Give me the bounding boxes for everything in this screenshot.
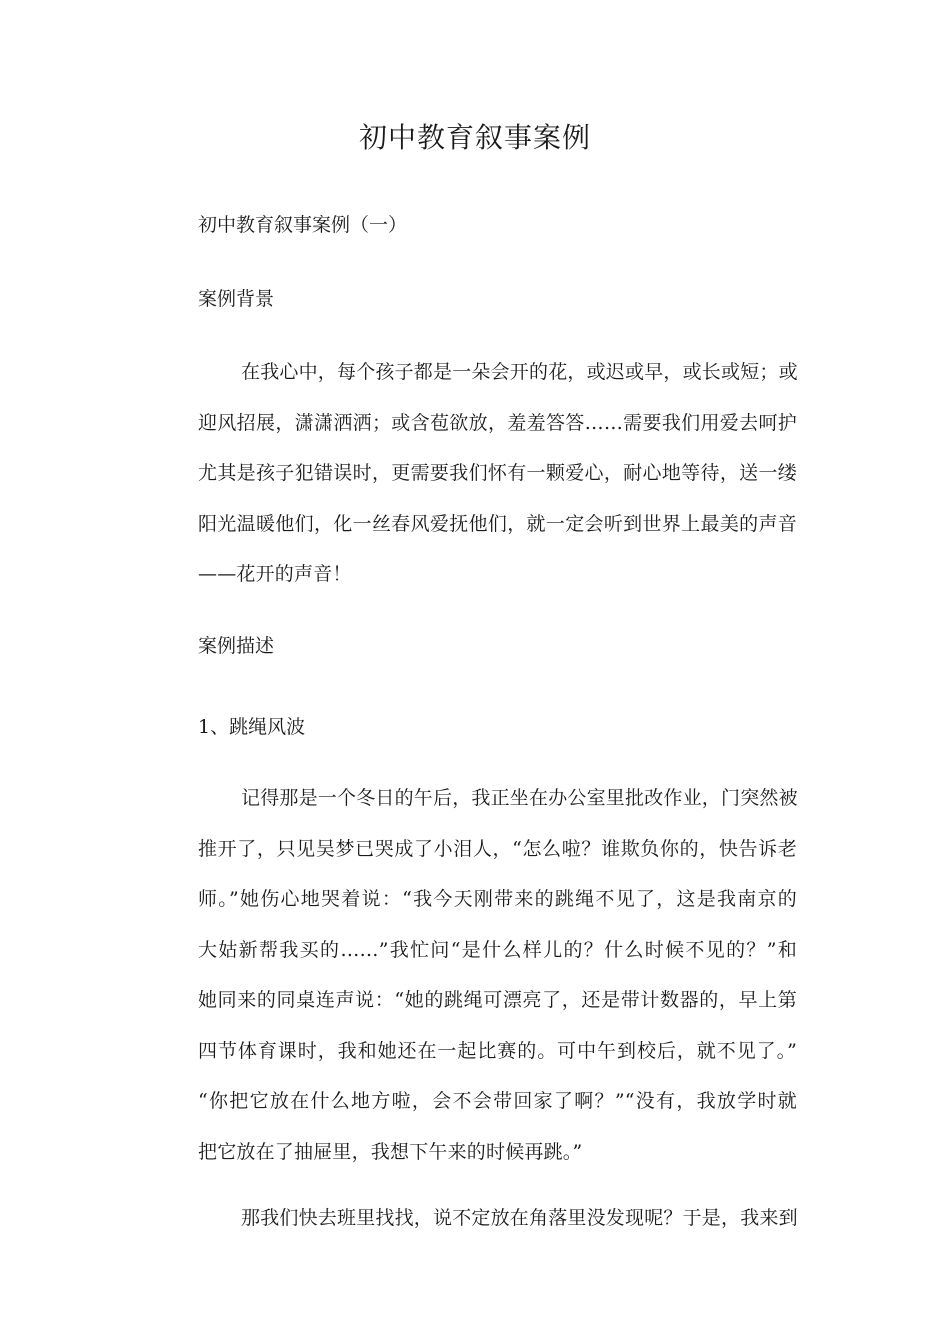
heading-background: 案例背景 (198, 288, 275, 310)
text-line: 把它放在了抽屉里，我想下午来的时候再跳。” (198, 1140, 583, 1163)
text-line: 她同来的同桌连声说：“她的跳绳可漂亮了，还是带计数器的，早上第 (198, 989, 797, 1011)
text-line: 四节体育课时，我和她还在一起比赛的。可中午到校后，就不见了。” (198, 1039, 797, 1062)
text-line: 推开了，只见吴梦已哭成了小泪人，“怎么啦？谁欺负你的，快告诉老 (198, 837, 797, 860)
paragraph-next (155, 1193, 797, 1244)
text-line: 尤其是孩子犯错误时，更需要我们怀有一颗爱心，耐心地等待，送一缕 (198, 462, 797, 484)
text-line: “你把它放在什么地方啦，会不会带回家了啊？”“没有，我放学时就 (198, 1090, 797, 1112)
text-line: 记得那是一个冬日的午后，我正坐在办公室里批改作业，门突然被 (241, 787, 798, 809)
text-line: 迎风招展，潇潇洒洒；或含苞欲放，羞羞答答……需要我们用爱去呵护 (198, 411, 797, 434)
text-line: 那我们快去班里找找，说不定放在角落里没发现呢？于是，我来到 (241, 1207, 798, 1229)
paragraph-background (155, 347, 797, 600)
document-subtitle: 初中教育叙事案例（一） (198, 214, 408, 236)
text-line: ——花开的声音！ (198, 563, 352, 585)
document-title: 初中教育叙事案例 (358, 121, 591, 154)
section-heading: 1、跳绳风波 (198, 716, 306, 738)
paragraph-story (155, 773, 797, 1177)
text-line: 在我心中，每个孩子都是一朵会开的花，或迟或早，或长或短；或 (241, 361, 798, 383)
text-line: 师。”她伤心地哭着说：“我今天刚带来的跳绳不见了，这是我南京的 (198, 888, 797, 910)
heading-description: 案例描述 (198, 635, 275, 657)
text-line: 大姑新帮我买的……”我忙问“是什么样儿的？什么时候不见的？”和 (198, 938, 797, 961)
text-line: 阳光温暖他们，化一丝春风爱抚他们，就一定会听到世界上最美的声音 (198, 512, 797, 535)
